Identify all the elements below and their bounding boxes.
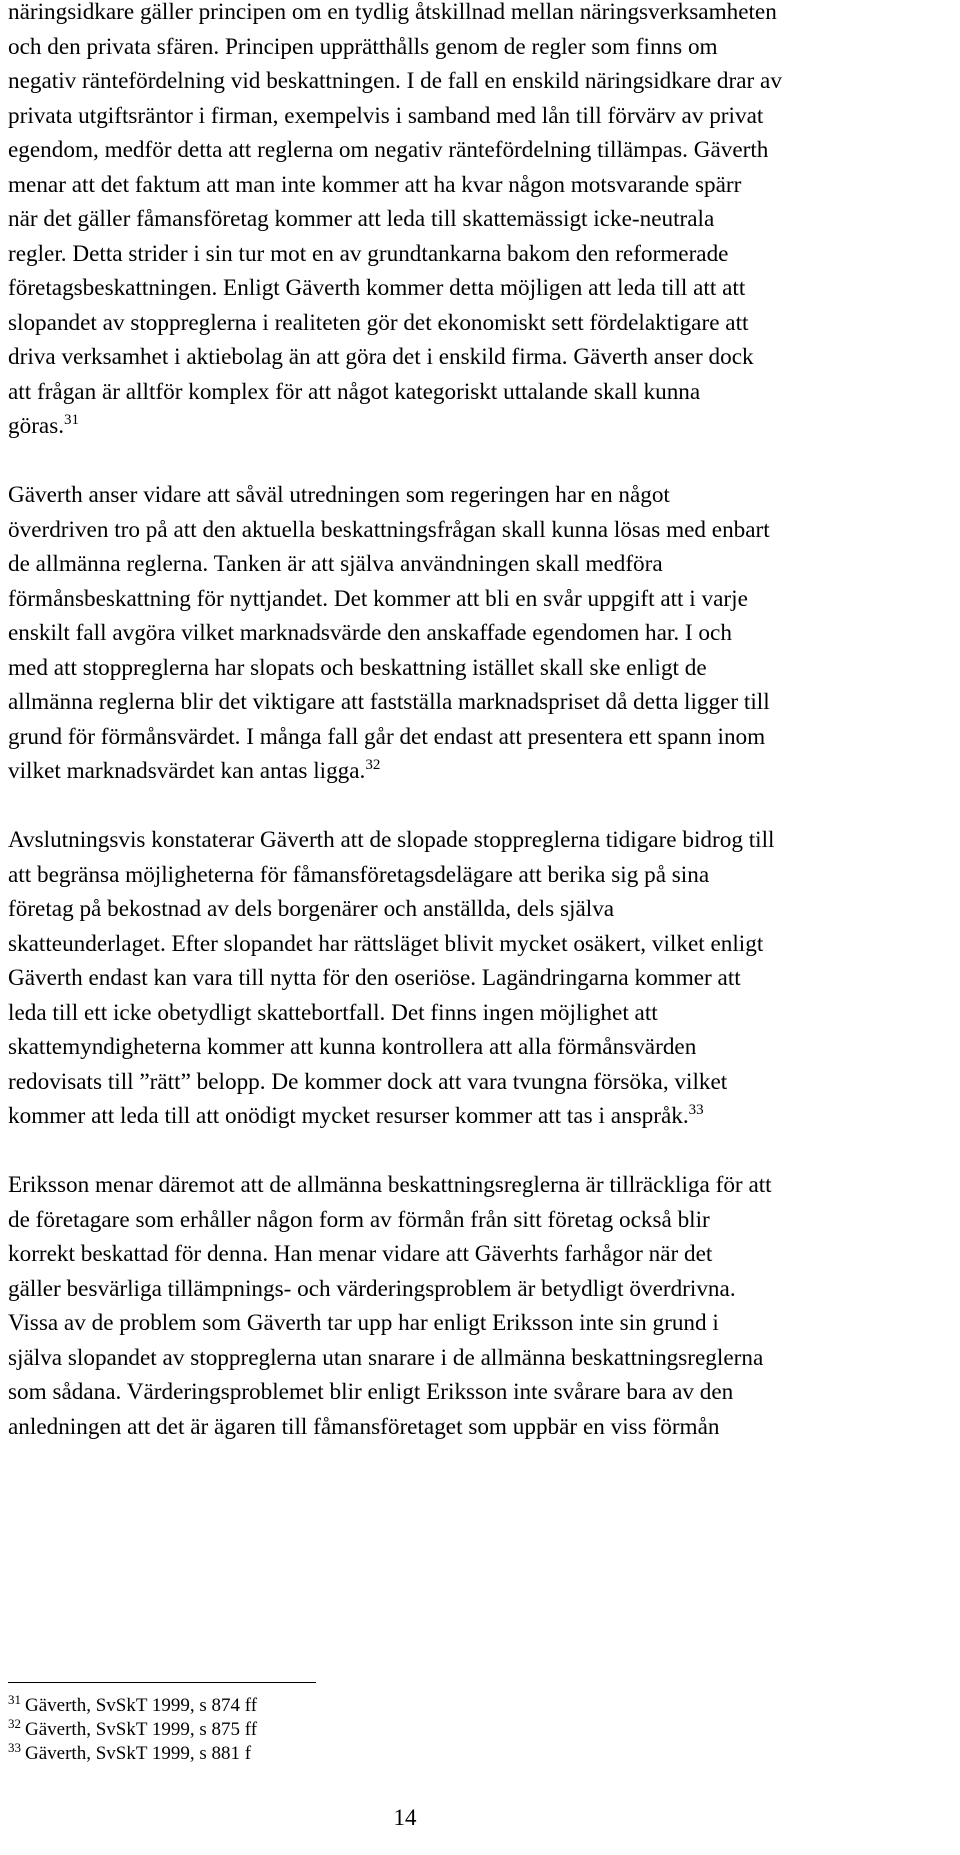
text-line: slopandet av stoppreglerna i realiteten gör det ekonomiskt sett fördelaktigare att (8, 309, 749, 336)
text-line: överdriven tro på att den aktuella beskattningsfrågan skall kunna lösas med enbart (8, 516, 770, 543)
text-line-last (8, 754, 798, 789)
footnote-reference[interactable]: 31 (64, 412, 80, 428)
text-line: redovisats till ”rätt” belopp. De kommer dock att vara tvungna försöka, vilket (8, 1068, 728, 1095)
text-line: Vissa av de problem som Gäverth tar upp har enligt Eriksson inte sin grund i (8, 1310, 719, 1336)
footnotes (8, 1694, 257, 1766)
text-line: som sådana. Värderingsproblemet blir enligt Eriksson inte svårare bara av den (8, 1379, 734, 1405)
text-line-end: vilket marknadsvärdet kan antas ligga. (8, 758, 366, 784)
text-line: enskilt fall avgöra vilket marknadsvärde den anskaffade egendomen har. I och (8, 620, 732, 646)
page-number: 14 (393, 1805, 417, 1830)
text-line: skatteunderlaget. Efter slopandet har rättsläget blivit mycket osäkert, vilket enligt (8, 930, 764, 957)
text-line: när det gäller fåmansföretag kommer att leda till skattemässigt icke-neutrala (8, 206, 715, 232)
text-line: själva slopandet av stoppreglerna utan snarare i de allmänna beskattningsreglerna (8, 1344, 764, 1371)
text-line: företagsbeskattningen. Enligt Gäverth kommer detta möjligen att leda till att att (8, 275, 746, 301)
footnote-separator (8, 1682, 316, 1683)
footnote-text: Gäverth, SvSkT 1999, s 874 ff (25, 1695, 258, 1716)
footnote-item (8, 1742, 257, 1766)
footnote-text: Gäverth, SvSkT 1999, s 875 ff (25, 1719, 258, 1740)
paragraph-2 (8, 478, 798, 789)
footnote-reference[interactable]: 32 (365, 757, 381, 773)
text-line: skattemyndigheterna kommer att kunna kontrollera att alla förmånsvärden (8, 1034, 697, 1060)
text-line-end: kommer att leda till att onödigt mycket resurser kommer att tas i anspråk. (8, 1103, 689, 1129)
paragraph-4 (8, 1168, 798, 1444)
text-line: leda till ett icke obetydligt skattebortfall. Det finns ingen möjlighet att (8, 999, 658, 1026)
footnote-number: 33 (8, 1740, 21, 1755)
text-line: korrekt beskattad för denna. Han menar vidare att Gäverhts farhågor när det (8, 1241, 713, 1267)
text-line: de företagare som erhåller någon form av förmån från sitt företag också blir (8, 1206, 710, 1233)
footnote-text: Gäverth, SvSkT 1999, s 881 f (25, 1743, 252, 1764)
text-line-last (8, 1099, 798, 1134)
footnote-number: 31 (8, 1692, 21, 1707)
text-line: med att stoppreglerna har slopats och beskattning istället skall ske enligt de (8, 654, 707, 681)
text-line: egendom, medför detta att reglerna om negativ räntefördelning tillämpas. Gäverth (8, 137, 769, 163)
footnote-item (8, 1694, 257, 1718)
text-line: företag på bekostnad av dels borgenärer och anställda, dels själva (8, 896, 615, 922)
text-line: näringsidkare gäller principen om en tydlig åtskillnad mellan näringsverksamheten (8, 0, 777, 25)
text-line: Eriksson menar däremot att de allmänna beskattningsreglerna är tillräckliga för att (8, 1172, 772, 1198)
page-body (8, 0, 798, 1444)
text-line: förmånsbeskattning för nyttjandet. Det kommer att bli en svår uppgift att i varje (8, 585, 748, 612)
footnote-reference[interactable]: 33 (688, 1102, 704, 1118)
text-line: att begränsa möjligheterna för fåmansföretagsdelägare att berika sig på sina (8, 861, 710, 888)
text-line: regler. Detta strider i sin tur mot en av grundtankarna bakom den reformerade (8, 240, 729, 267)
text-line-last (8, 409, 798, 444)
footnote-item (8, 1718, 257, 1742)
text-line: allmänna reglerna blir det viktigare att fastställa marknadspriset då detta ligger till (8, 689, 770, 715)
text-line: Avslutningsvis konstaterar Gäverth att de slopade stoppreglerna tidigare bidrog till (8, 827, 775, 853)
text-line: att frågan är alltför komplex för att något kategoriskt uttalande skall kunna (8, 378, 701, 405)
paragraph-3 (8, 823, 798, 1134)
text-line-end: göras. (8, 413, 65, 439)
text-line: Gäverth endast kan vara till nytta för den oseriöse. Lagändringarna kommer att (8, 965, 741, 991)
text-line: privata utgiftsräntor i firman, exempelvis i samband med lån till förvärv av privat (8, 102, 764, 129)
text-line: menar att det faktum att man inte kommer att ha kvar någon motsvarande spärr (8, 171, 742, 198)
text-line: Gäverth anser vidare att såväl utredningen som regeringen har en något (8, 482, 670, 508)
text-line: gäller besvärliga tillämpnings- och värderingsproblem är betydligt överdrivna. (8, 1275, 736, 1302)
text-line: driva verksamhet i aktiebolag än att göra det i enskild firma. Gäverth anser dock (8, 344, 754, 370)
text-line: grund för förmånsvärdet. I många fall går det endast att presentera ett spann inom (8, 723, 766, 750)
text-line: de allmänna reglerna. Tanken är att själva användningen skall medföra (8, 551, 663, 577)
text-line: anledningen att det är ägaren till fåmansföretaget som uppbär en viss förmån (8, 1413, 720, 1440)
footnote-number: 32 (8, 1716, 21, 1731)
text-line: och den privata sfären. Principen upprätthålls genom de regler som finns om (8, 33, 718, 60)
paragraph-1 (8, 0, 798, 444)
text-line: negativ räntefördelning vid beskattningen. I de fall en enskild näringsidkare drar av (8, 68, 782, 94)
